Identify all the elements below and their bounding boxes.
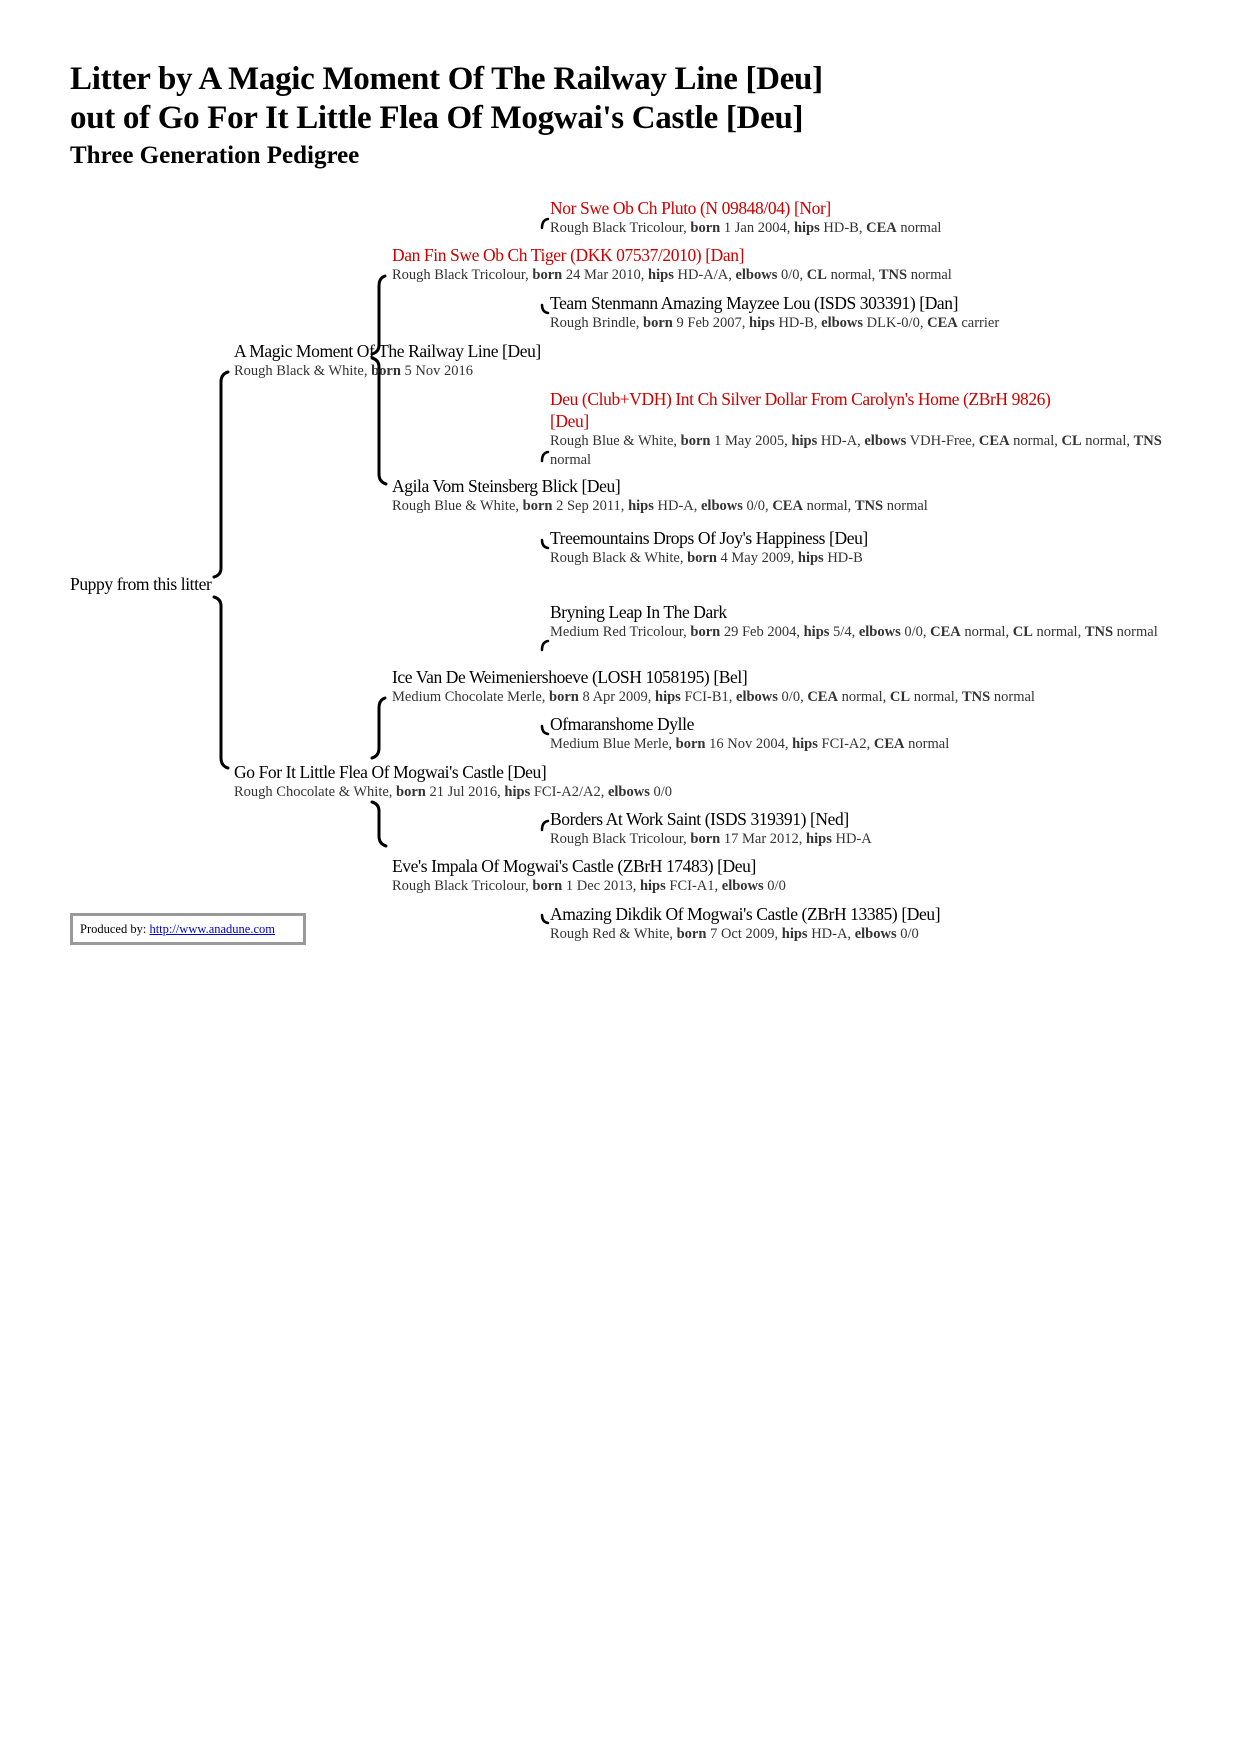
tick-gen3-2	[542, 305, 548, 313]
dam-dam-sire-name: Borders At Work Saint (ISDS 319391) [Ned]	[550, 809, 849, 829]
sire-sire-info: Rough Black Tricolour, born 24 Mar 2010, hips HD-A/A, elbows 0/0, CL normal, TNS normal	[392, 267, 952, 283]
dam	[234, 761, 672, 802]
sire-dam-dam-name: Treemountains Drops Of Joy's Happiness [Deu]	[550, 528, 868, 548]
sire-dam-name: Agila Vom Steinsberg Blick [Deu]	[392, 476, 621, 496]
bracket-gen2-dam-sire	[372, 698, 385, 758]
sire-dam-dam-info: Rough Black & White, born 4 May 2009, hips HD-B	[550, 550, 863, 566]
sire-sire-dam-name: Team Stenmann Amazing Mayzee Lou (ISDS 303391) [Dan]	[550, 293, 959, 313]
dam-sire-name: Ice Van De Weimeniershoeve (LOSH 1058195) [Bel]	[392, 667, 748, 687]
dam-dam-dam-info: Rough Red & White, born 7 Oct 2009, hips HD-A, elbows 0/0	[550, 926, 919, 942]
sire-dam-info: Rough Blue & White, born 2 Sep 2011, hips HD-A, elbows 0/0, CEA normal, TNS normal	[392, 498, 928, 514]
sire-dam-sire-info: Rough Blue & White, born 1 May 2005, hips HD-A, elbows VDH-Free, CEA normal, CL normal, TNS normal	[550, 433, 1162, 468]
dam-dam-name: Eve's Impala Of Mogwai's Castle (ZBrH 17483) [Deu]	[392, 856, 756, 876]
tick-gen3-8	[542, 915, 548, 923]
sire-sire-sire-info: Rough Black Tricolour, born 1 Jan 2004, hips HD-B, CEA normal	[550, 220, 942, 236]
dam-dam-dam-name: Amazing Dikdik Of Mogwai's Castle (ZBrH 13385) [Deu]	[550, 904, 941, 924]
sire-sire-dam	[550, 292, 999, 333]
dam-info: Rough Chocolate & White, born 21 Jul 2016, hips FCI-A2/A2, elbows 0/0	[234, 784, 673, 800]
tick-gen3-1	[542, 219, 548, 228]
title-line-2: out of Go For It Little Flea Of Mogwai's Castle [Deu]	[70, 100, 804, 136]
sire-sire-sire-name: Nor Swe Ob Ch Pluto (N 09848/04) [Nor]	[550, 198, 831, 218]
dam-sire-sire-name: Bryning Leap In The Dark	[550, 602, 727, 622]
dam-sire-dam-info: Medium Blue Merle, born 16 Nov 2004, hips FCI-A2, CEA normal	[550, 736, 950, 752]
puppy-label: Puppy from this litter	[70, 574, 212, 594]
sire-dam-sire-name: Deu (Club+VDH) Int Ch Silver Dollar From Carolyn's Home (ZBrH 9826) [Deu]	[550, 389, 1051, 431]
dam-sire-sire-info: Medium Red Tricolour, born 29 Feb 2004, hips 5/4, elbows 0/0, CEA normal, CL normal, TNS normal	[550, 624, 1158, 640]
dam-sire-dam-name: Ofmaranshome Dylle	[550, 714, 694, 734]
page-subtitle: Three Generation Pedigree	[70, 142, 360, 169]
dam-name: Go For It Little Flea Of Mogwai's Castle [Deu]	[234, 762, 547, 782]
dam-dam-sire	[550, 808, 872, 849]
sire-name: A Magic Moment Of The Railway Line [Deu]	[234, 341, 541, 361]
dam-dam	[392, 855, 786, 896]
bracket-gen1-sire	[214, 372, 228, 577]
dam-dam-dam	[550, 903, 940, 944]
title-line-1: Litter by A Magic Moment Of The Railway Line [Deu]	[70, 61, 823, 97]
produced-by-box	[70, 913, 306, 945]
dam-sire-sire	[550, 601, 1170, 642]
dam-sire-dam	[550, 713, 949, 754]
sire-sire-dam-info: Rough Brindle, born 9 Feb 2007, hips HD-B, elbows DLK-0/0, CEA carrier	[550, 315, 1000, 331]
sire-dam-sire	[550, 388, 1170, 470]
dam-dam-sire-info: Rough Black Tricolour, born 17 Mar 2012, hips HD-A	[550, 831, 872, 847]
dam-dam-info: Rough Black Tricolour, born 1 Dec 2013, hips FCI-A1, elbows 0/0	[392, 878, 786, 894]
produced-by-label: Produced by:	[80, 922, 147, 936]
sire-sire-name: Dan Fin Swe Ob Ch Tiger (DKK 07537/2010) [Dan]	[392, 245, 745, 265]
dam-sire-info: Medium Chocolate Merle, born 8 Apr 2009, hips FCI-B1, elbows 0/0, CEA normal, CL normal, TNS normal	[392, 689, 1035, 705]
sire-dam-dam	[550, 527, 868, 568]
anadune-link[interactable]: http://www.anadune.com	[149, 922, 275, 936]
sire-info: Rough Black & White, born 5 Nov 2016	[234, 363, 474, 379]
sire-sire	[392, 244, 952, 285]
tick-gen3-5	[542, 641, 548, 650]
tick-gen3-7	[542, 821, 548, 830]
tick-gen3-6	[542, 726, 548, 734]
sire-sire-sire	[550, 197, 941, 238]
sire-dam	[392, 475, 928, 516]
tick-gen3-4	[542, 540, 548, 548]
bracket-gen1-dam	[214, 597, 228, 768]
sire	[234, 340, 541, 381]
bracket-gen2-dam-dam	[372, 802, 386, 846]
dam-sire	[392, 666, 1035, 707]
tick-gen3-3	[542, 452, 548, 461]
